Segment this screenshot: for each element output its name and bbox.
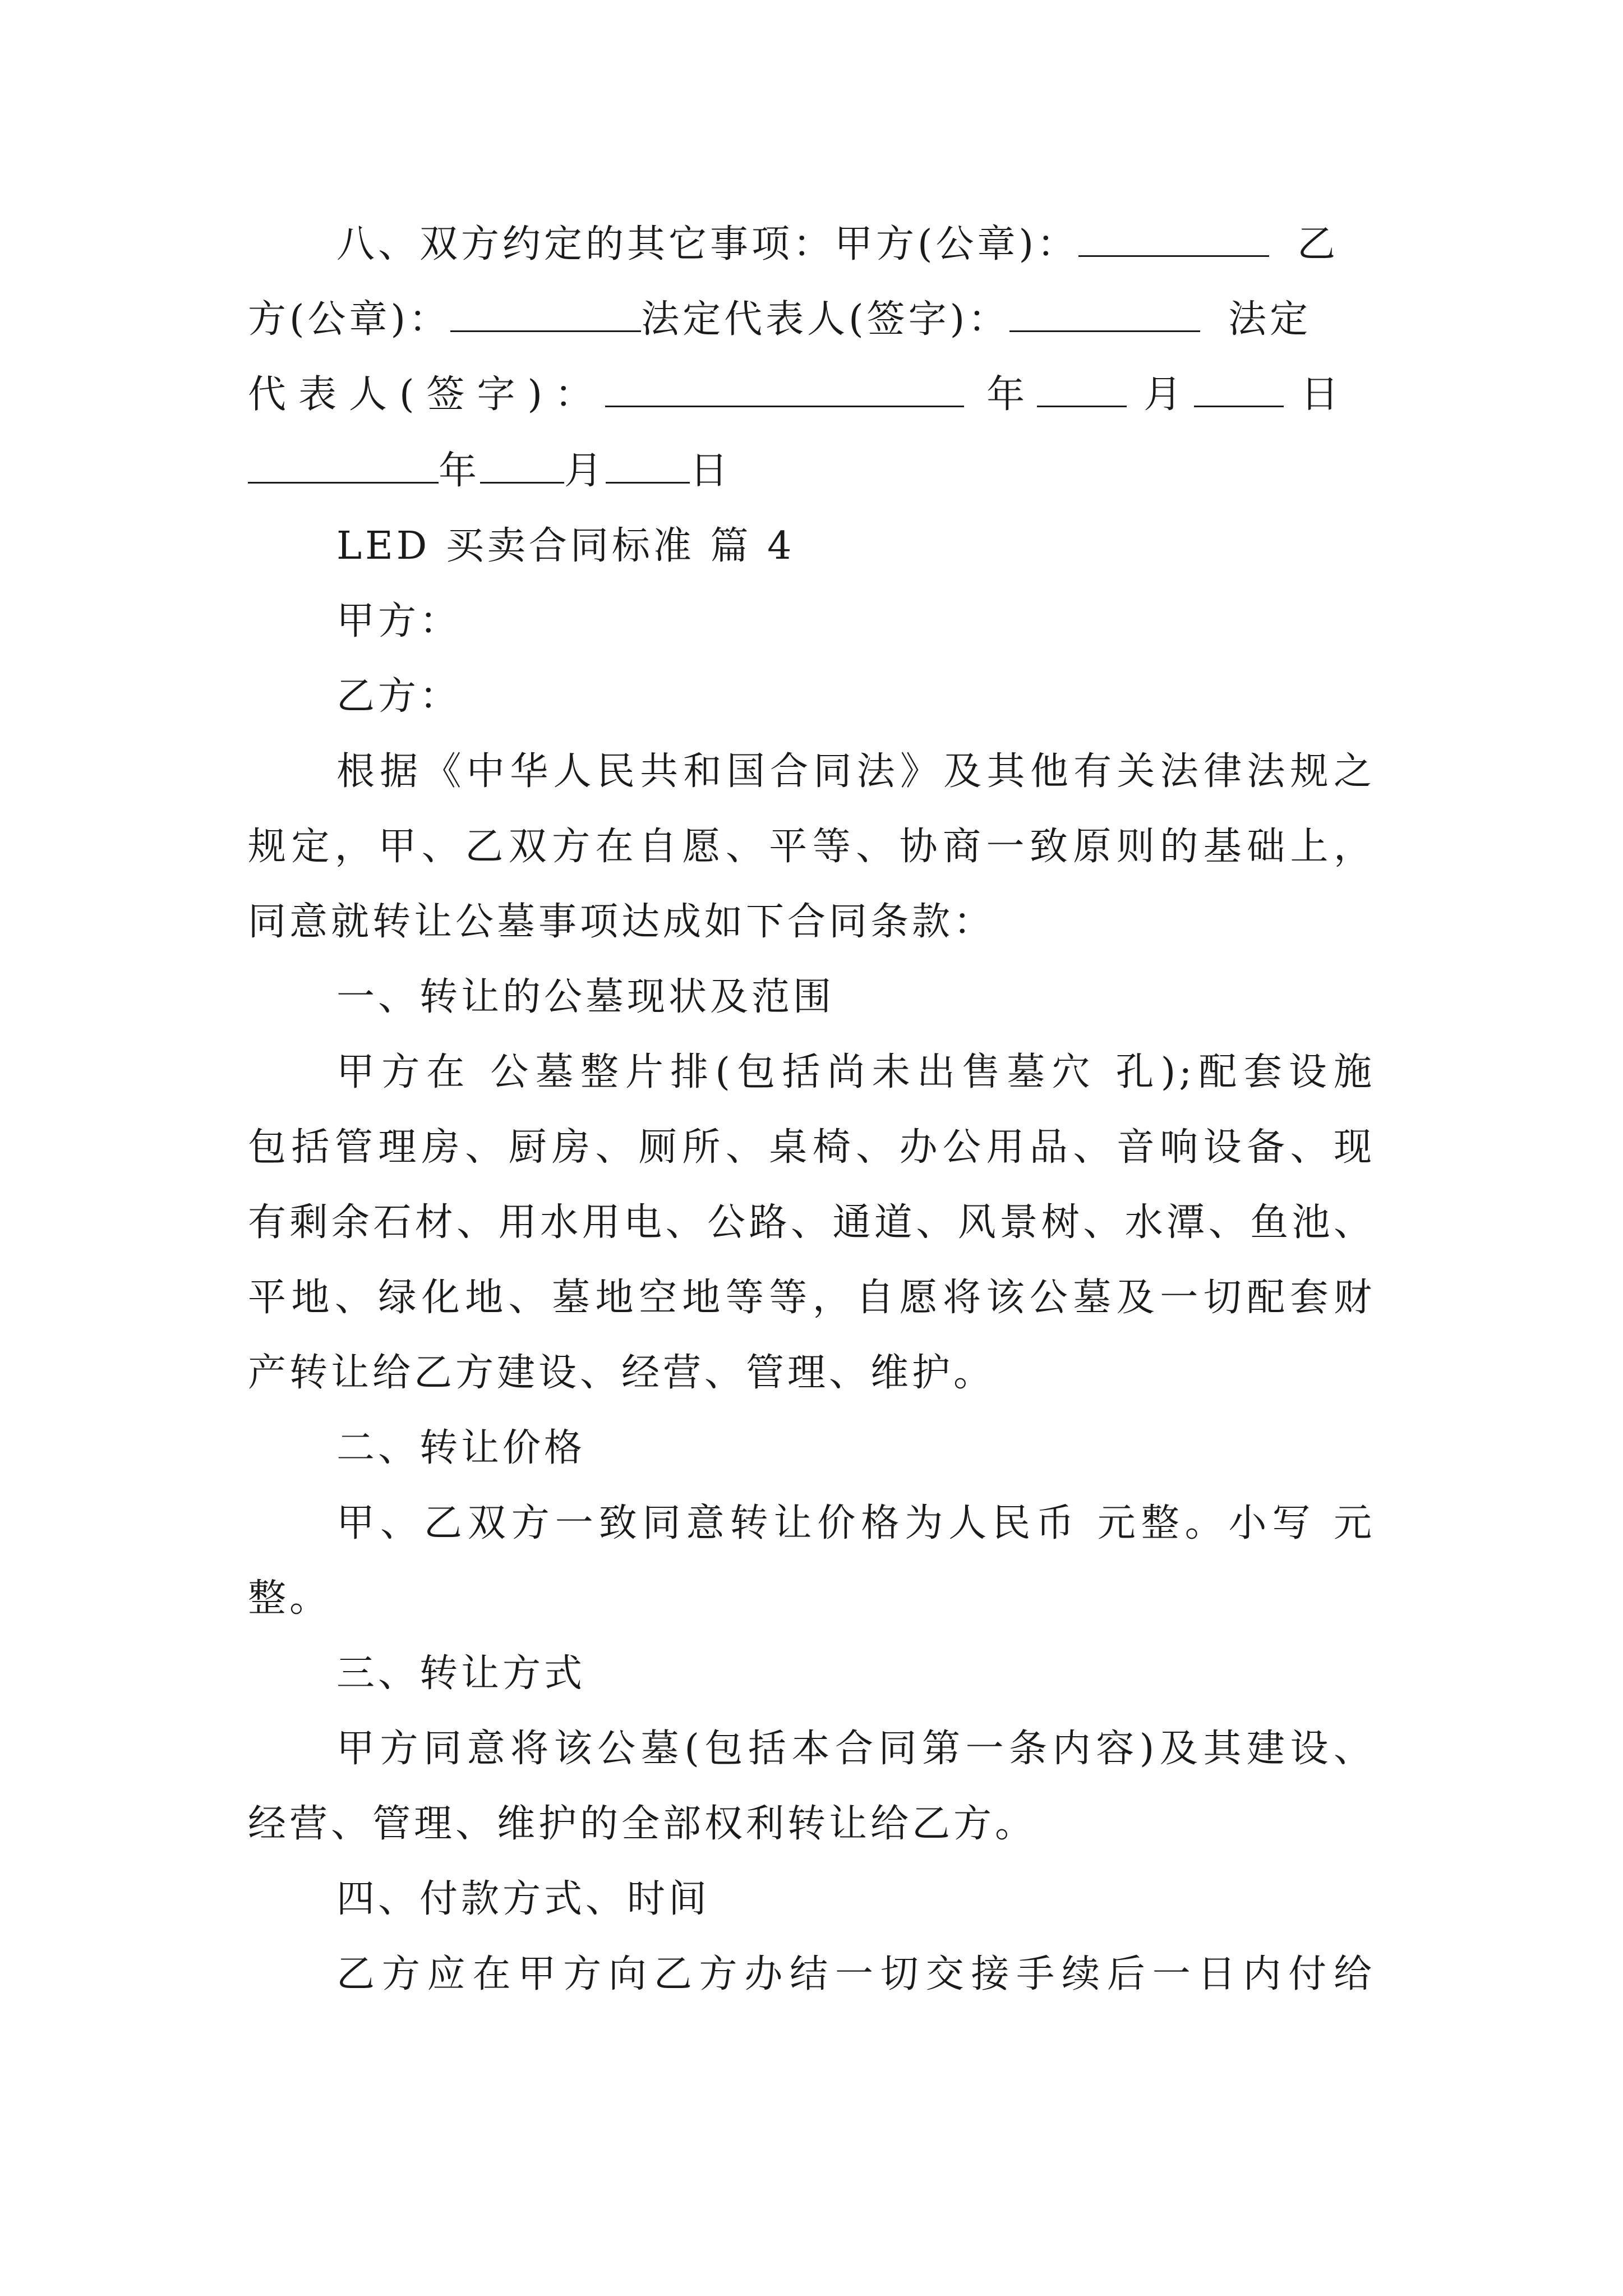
paragraph-line: 甲方在 公墓整片排(包括尚未出售墓穴 孔);配套设施 [336, 1050, 1375, 1094]
paragraph-line: 有剩余石材、用水用电、公路、通道、风景树、水潭、鱼池、 [248, 1200, 1375, 1245]
heading-clause-4: 四、付款方式、时间 [336, 1877, 711, 1921]
signature-line-3 [248, 367, 1375, 423]
section-title: LED 买卖合同标准 篇 4 [336, 524, 795, 568]
party-a-label: 甲方： [336, 599, 462, 643]
text-segment: 方(公章)： [248, 297, 451, 342]
blank-representative-a [1009, 296, 1200, 332]
blank-year-month [1037, 371, 1127, 407]
blank-party-b-seal [450, 296, 641, 332]
heading-clause-2: 二、转让价格 [336, 1426, 586, 1470]
paragraph-line: 产转让给乙方建设、经营、管理、维护。 [248, 1351, 995, 1395]
blank-day [1194, 371, 1284, 407]
text-segment: 乙 [1297, 222, 1339, 266]
blank-representative-b [605, 371, 964, 407]
paragraph-line: 平地、绿化地、墓地空地等等，自愿将该公墓及一切配套财 [248, 1276, 1375, 1320]
signature-line-4 [248, 443, 1375, 499]
text-segment: 日 [1301, 372, 1352, 417]
blank-day [606, 447, 690, 484]
text-segment: 代表人(签字)： [248, 372, 606, 417]
text-segment: 年 [439, 449, 481, 493]
paragraph-line: 同意就转让公墓事项达成如下合同条款： [248, 900, 995, 944]
party-b-label: 乙方： [336, 674, 462, 719]
paragraph-line: 乙方应在甲方向乙方办结一切交接手续后一日内付给 [336, 1952, 1375, 1996]
paragraph-line: 包括管理房、厨房、厕所、桌椅、办公用品、音响设备、现 [248, 1125, 1375, 1170]
text-segment: 八、双方约定的其它事项：甲方(公章)： [336, 222, 1079, 266]
paragraph-line: 甲、乙双方一致同意转让价格为人民币 元整。小写 元 [336, 1501, 1375, 1545]
heading-clause-1: 一、转让的公墓现状及范围 [336, 975, 835, 1019]
text-segment: 月 [564, 449, 606, 493]
signature-line-2 [248, 292, 1375, 348]
paragraph-line: 根据《中华人民共和国合同法》及其他有关法律法规之 [336, 749, 1375, 794]
blank-party-a-seal [1078, 220, 1269, 257]
blank-year [248, 447, 439, 484]
text-segment: 月 [1144, 372, 1195, 417]
heading-clause-3: 三、转让方式 [336, 1651, 586, 1696]
signature-line-1 [336, 217, 1375, 273]
blank-month [480, 447, 564, 484]
paragraph-line: 规定，甲、乙双方在自愿、平等、协商一致原则的基础上， [248, 825, 1375, 869]
text-segment: 法定代表人(签字)： [641, 297, 1010, 342]
paragraph-line: 经营、管理、维护的全部权利转让给乙方。 [248, 1802, 1037, 1846]
text-segment: 年 [986, 372, 1038, 417]
paragraph-line: 整。 [248, 1576, 331, 1621]
paragraph-line: 甲方同意将该公墓(包括本合同第一条内容)及其建设、 [336, 1727, 1375, 1771]
text-segment: 日 [690, 449, 732, 493]
text-segment: 法定 [1228, 297, 1312, 342]
